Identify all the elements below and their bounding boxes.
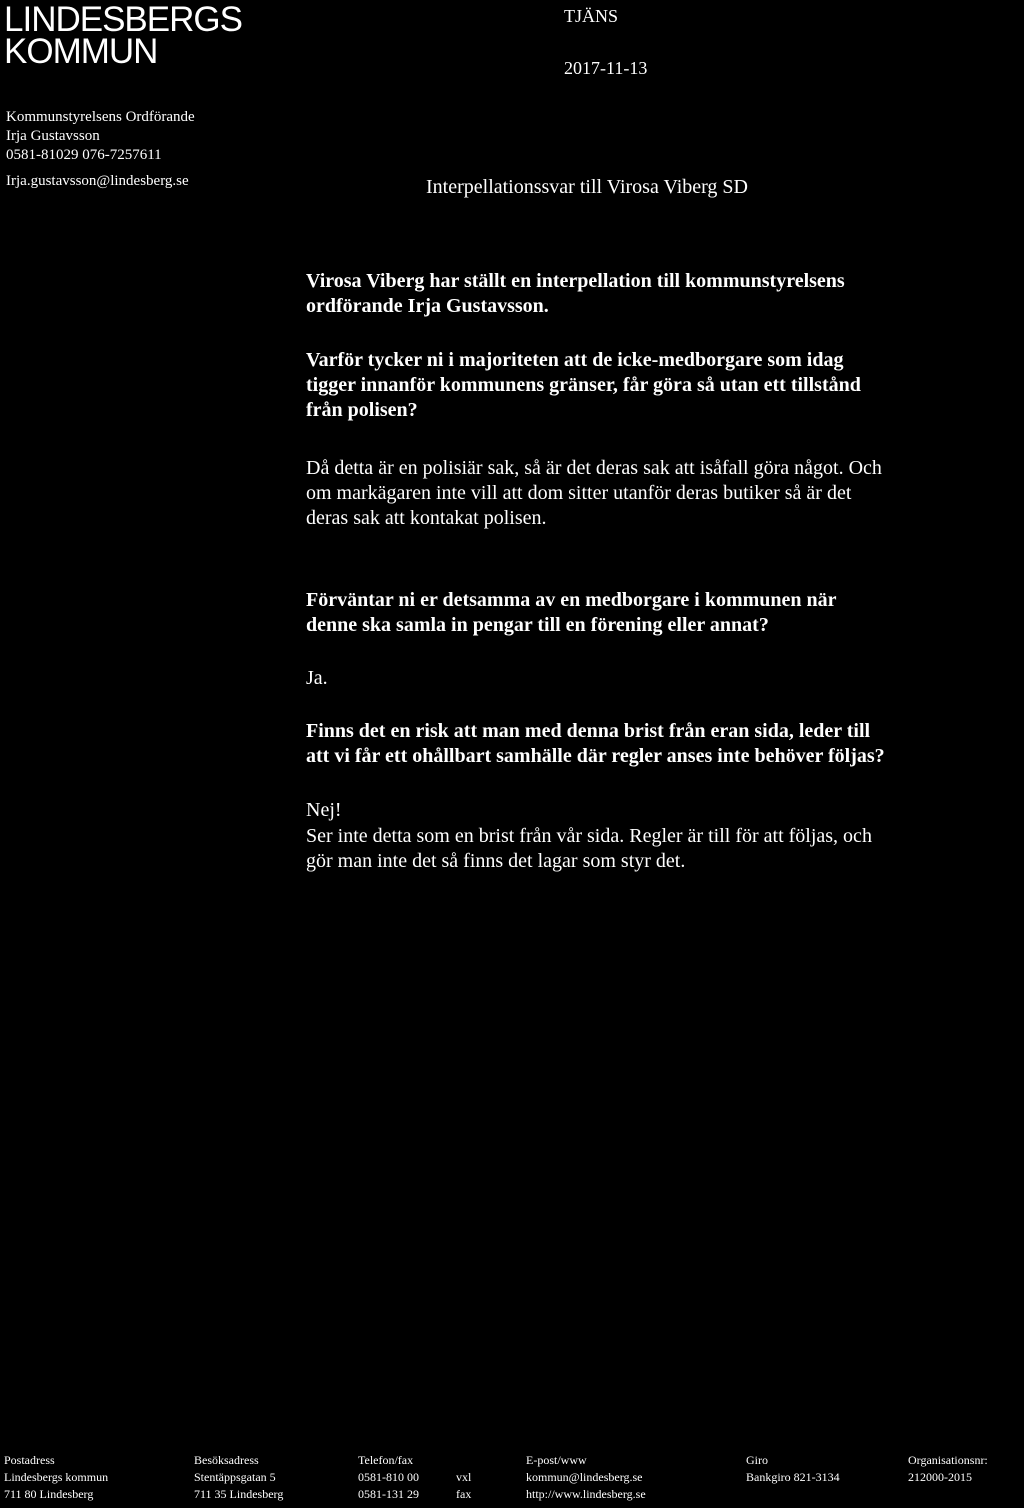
footer-giro-line1: Bankgiro 821-3134 — [746, 1470, 840, 1484]
footer-org-line1: 212000-2015 — [908, 1470, 972, 1484]
question2-line1: Förväntar ni er detsamma av en medborgare i kommunen när — [306, 589, 837, 611]
footer-org-heading: Organisationsnr: — [908, 1453, 988, 1467]
footer-telefon-heading: Telefon/fax — [358, 1453, 414, 1467]
answer3-line3: gör man inte det så finns det lagar som styr det. — [306, 850, 686, 872]
footer-postadress-heading: Postadress — [4, 1453, 55, 1467]
sender-email[interactable]: Irja.gustavsson@lindesberg.se — [6, 173, 189, 189]
subject: Interpellationssvar till Virosa Viberg SD — [426, 176, 749, 198]
footer-epost-website[interactable]: http://www.lindesberg.se — [526, 1487, 646, 1501]
question3-line2: att vi får ett ohållbart samhälle där regler anses inte behöver följas? — [306, 745, 885, 767]
sender-name: Irja Gustavsson — [6, 128, 100, 144]
doc-type: TJÄNS — [564, 6, 619, 26]
footer-epost-email[interactable]: kommun@lindesberg.se — [526, 1470, 643, 1484]
answer3-line1: Nej! — [306, 799, 342, 821]
question1-line3: från polisen? — [306, 399, 418, 421]
answer1-line2: om markägaren inte vill att dom sitter utanför deras butiker så är det — [306, 482, 852, 504]
answer2: Ja. — [306, 667, 328, 689]
question2-line2: denne ska samla in pengar till en förening eller annat? — [306, 614, 769, 636]
intro-line2: ordförande Irja Gustavsson. — [306, 295, 549, 317]
footer-epost-heading: E-post/www — [526, 1453, 587, 1467]
footer-giro-heading: Giro — [746, 1453, 768, 1467]
question1-line2: tigger innanför kommunens gränser, får göra så utan ett tillstånd — [306, 374, 861, 396]
footer-postadress-line2: 711 80 Lindesberg — [4, 1487, 94, 1501]
question3-line1: Finns det en risk att man med denna brist från eran sida, leder till — [306, 720, 871, 742]
answer1-line3: deras sak att kontakat polisen. — [306, 507, 547, 529]
footer-besoksadress-heading: Besöksadress — [194, 1453, 259, 1467]
footer-telefon-line1: 0581-810 00 — [358, 1470, 419, 1484]
footer-postadress-line1: Lindesbergs kommun — [4, 1470, 109, 1484]
footer-telefon-line2: 0581-131 29 — [358, 1487, 419, 1501]
footer-telefon-fax: fax — [456, 1487, 472, 1501]
logo-line2: KOMMUN — [4, 32, 158, 71]
footer-besoksadress-line2: 711 35 Lindesberg — [194, 1487, 284, 1501]
question1-line1: Varför tycker ni i majoriteten att de icke-medborgare som idag — [306, 349, 844, 371]
logo-line1: LINDESBERGS — [4, 0, 242, 39]
doc-date: 2017-11-13 — [564, 58, 648, 78]
answer1-line1: Då detta är en polisiär sak, så är det deras sak att isåfall göra något. Och — [306, 457, 882, 479]
intro-line1: Virosa Viberg har ställt en interpellation till kommunstyrelsens — [306, 270, 845, 292]
answer3-line2: Ser inte detta som en brist från vår sida. Regler är till för att följas, och — [306, 825, 872, 847]
sender-title: Kommunstyrelsens Ordförande — [6, 109, 195, 125]
footer-telefon-vxl: vxl — [456, 1470, 472, 1484]
footer-besoksadress-line1: Stentäppsgatan 5 — [194, 1470, 276, 1484]
sender-phone: 0581-81029 076-7257611 — [6, 147, 162, 163]
